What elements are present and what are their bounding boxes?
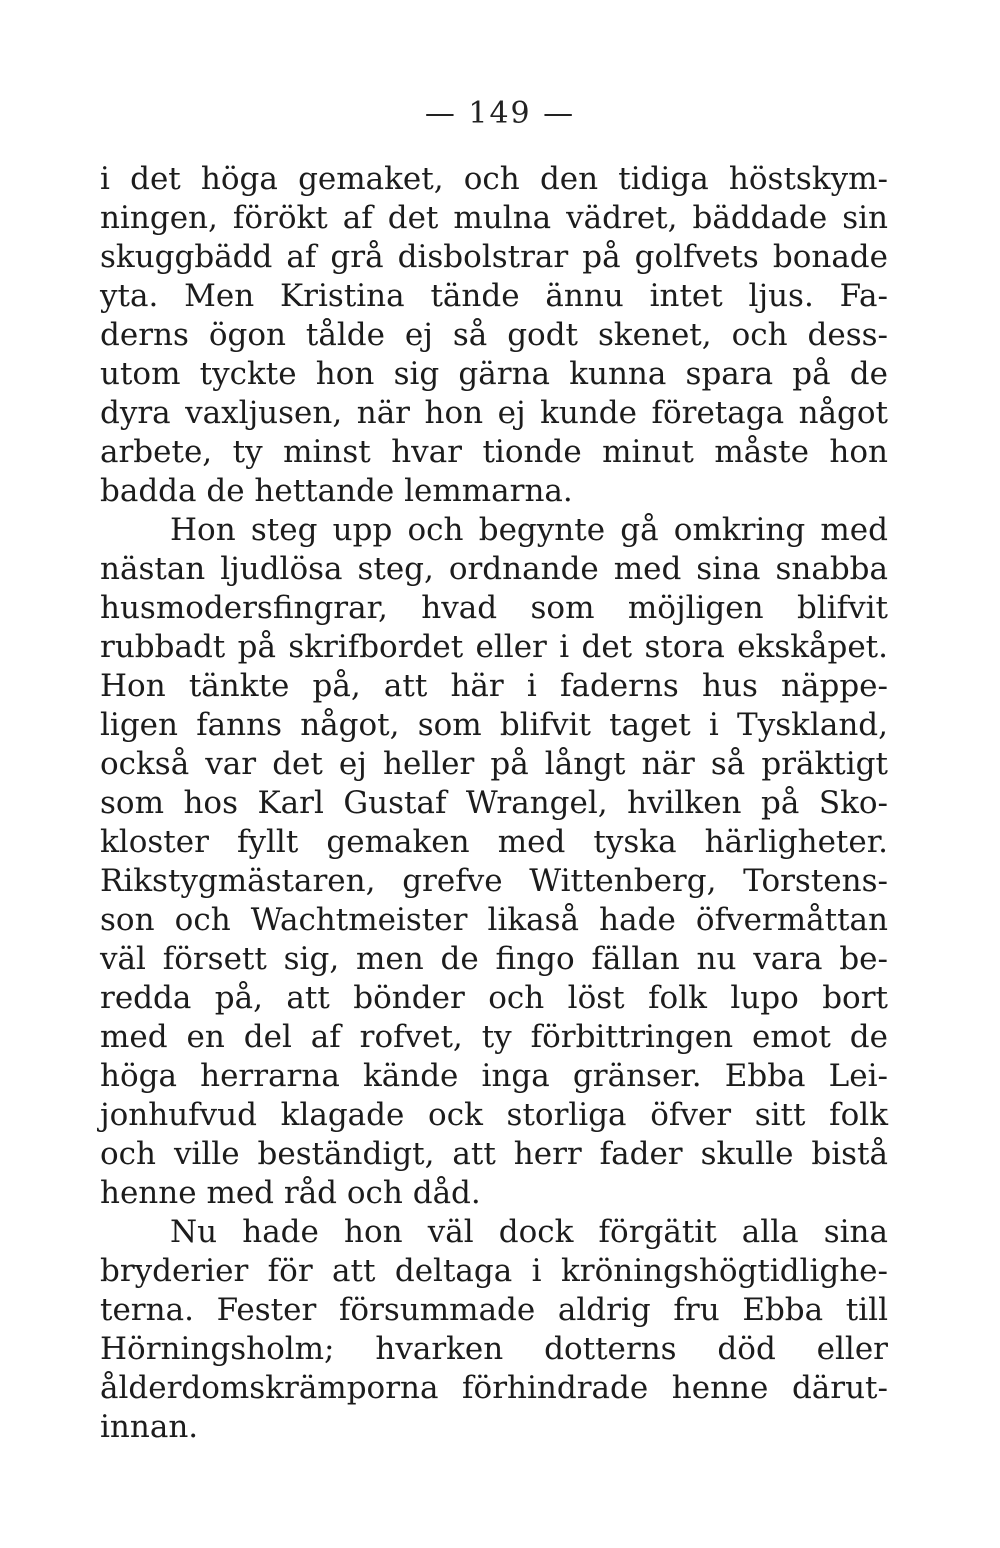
text-line: yta. Men Kristina tände ännu intet ljus. Fa- — [100, 278, 888, 314]
body-text — [100, 160, 888, 1447]
text-line: Nu hade hon väl dock förgätit alla sina — [170, 1214, 888, 1250]
text-line: arbete, ty minst hvar tionde minut måste hon — [100, 434, 888, 470]
text-line: ningen, förökt af det mulna vädret, bäddade sin — [100, 200, 888, 236]
text-line: skuggbädd af grå disbolstrar på golfvets bonade — [100, 239, 888, 275]
text-line: i det höga gemaket, och den tidiga höstskym- — [100, 161, 888, 197]
text-line: derns ögon tålde ej så godt skenet, och dess- — [100, 317, 888, 353]
text-line: husmodersfingrar, hvad som möjligen blifvit — [100, 590, 888, 626]
text-line: väl försett sig, men de fingo fällan nu vara be- — [100, 941, 888, 977]
text-line: henne med råd och dåd. — [100, 1175, 481, 1211]
text-line: Hörningsholm; hvarken dotterns död eller — [100, 1331, 888, 1367]
text-line: rubbadt på skrifbordet eller i det stora ekskåpet. — [100, 629, 888, 665]
text-line: son och Wachtmeister likaså hade öfvermåttan — [100, 902, 888, 938]
text-line: Hon tänkte på, att här i faderns hus näppe- — [100, 668, 888, 704]
text-line: nästan ljudlösa steg, ordnande med sina snabba — [100, 551, 888, 587]
text-line: höga herrarna kände inga gränser. Ebba Lei- — [100, 1058, 888, 1094]
text-line: ålderdomskrämporna förhindrade henne därut- — [100, 1370, 888, 1406]
text-line: som hos Karl Gustaf Wrangel, hvilken på Sko- — [100, 785, 888, 821]
text-line: innan. — [100, 1409, 199, 1445]
text-line: bryderier för att deltaga i kröningshögtidlighe- — [100, 1253, 888, 1289]
text-line: med en del af rofvet, ty förbittringen emot de — [100, 1019, 888, 1055]
text-line: ligen fanns något, som blifvit taget i Tyskland, — [100, 707, 888, 743]
text-line: Rikstygmästaren, grefve Wittenberg, Torstens- — [100, 863, 888, 899]
page-number: — 149 — — [424, 96, 576, 131]
text-line: Hon steg upp och begynte gå omkring med — [170, 512, 888, 548]
text-line: dyra vaxljusen, när hon ej kunde företaga något — [100, 395, 888, 431]
text-line: utom tyckte hon sig gärna kunna spara på de — [100, 356, 888, 392]
text-line: och ville beständigt, att herr fader skulle bistå — [100, 1136, 888, 1172]
text-line: kloster fyllt gemaken med tyska härligheter. — [100, 824, 888, 860]
text-line: jonhufvud klagade ock storliga öfver sitt folk — [100, 1097, 888, 1133]
text-line: terna. Fester försummade aldrig fru Ebba till — [100, 1292, 888, 1328]
text-line: badda de hettande lemmarna. — [100, 473, 573, 509]
text-line: också var det ej heller på långt när så präktigt — [100, 746, 888, 782]
text-line: redda på, att bönder och löst folk lupo bort — [100, 980, 888, 1016]
